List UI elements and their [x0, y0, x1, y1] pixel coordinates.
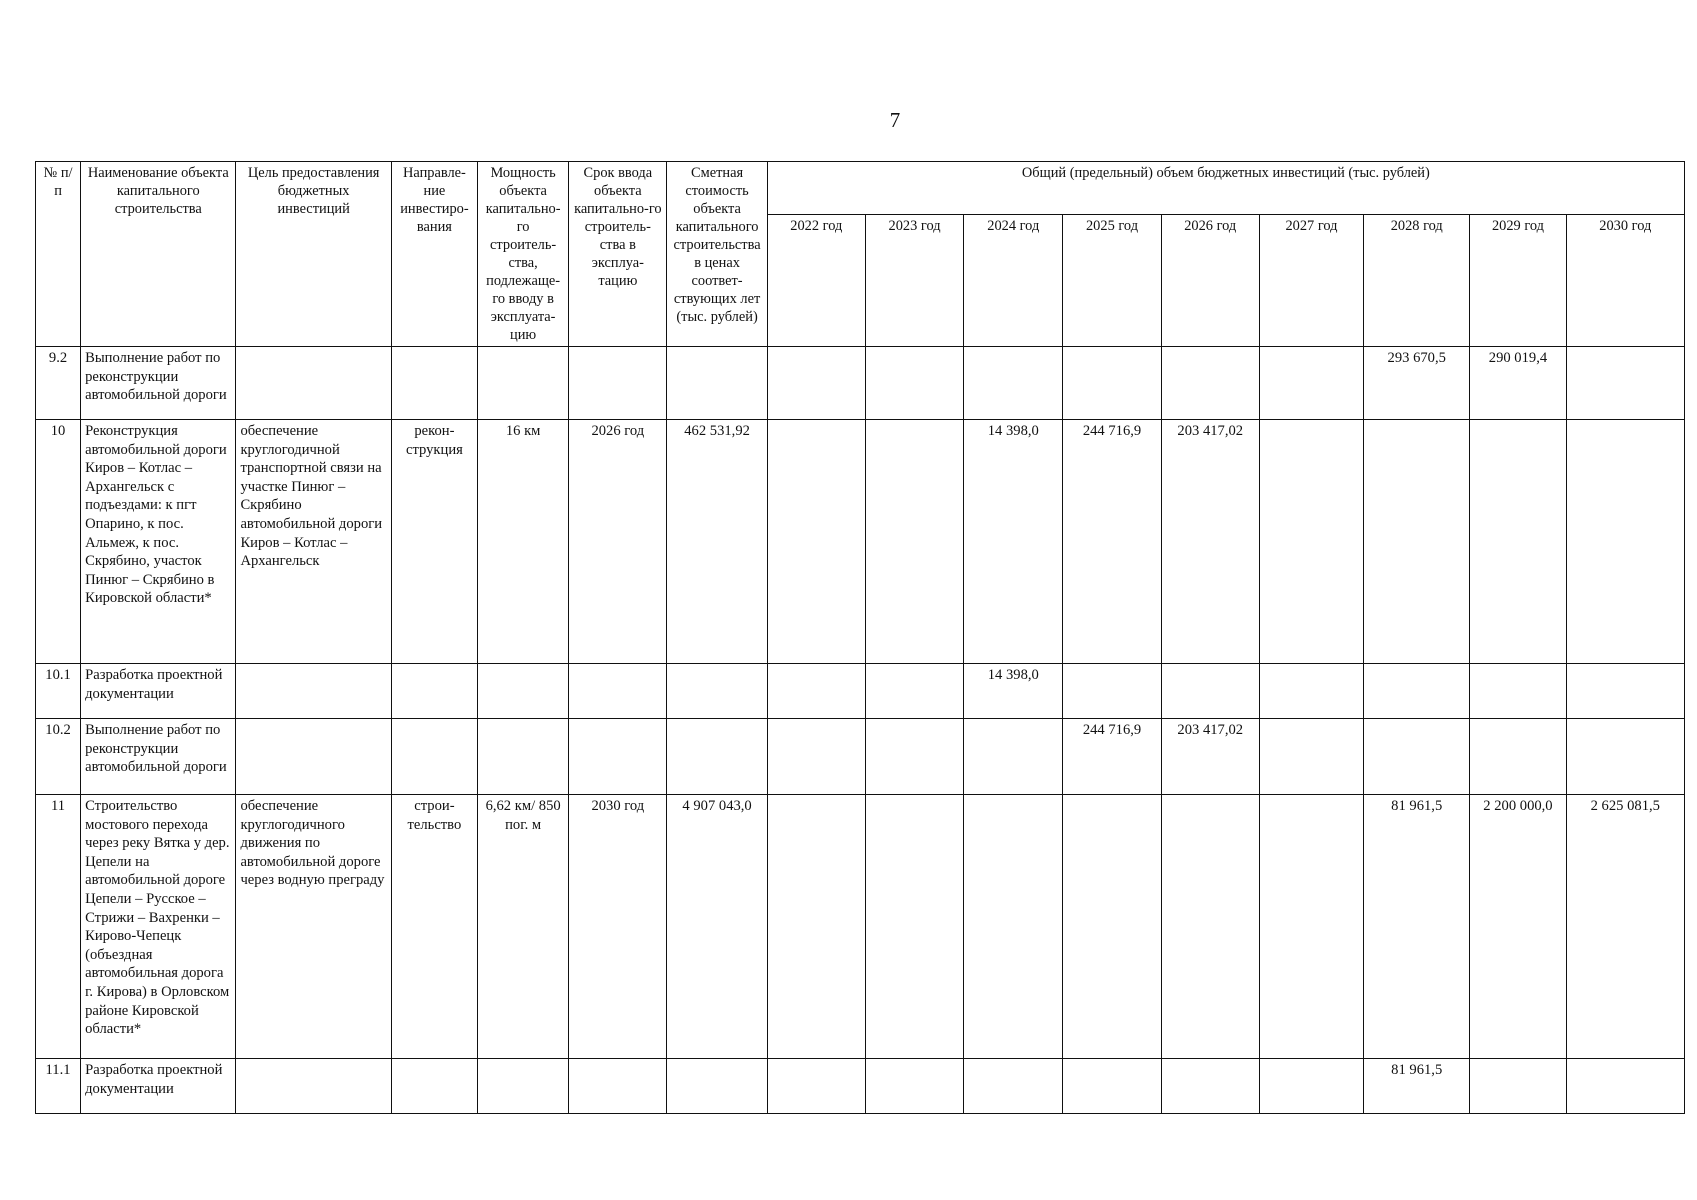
row-term [569, 1059, 667, 1114]
row-cost: 462 531,92 [667, 420, 767, 664]
header-year-2030: 2030 год [1566, 214, 1684, 346]
page-number: 7 [889, 108, 901, 132]
row-name: Выполнение работ по реконструкции автомобильной дороги [81, 719, 236, 795]
row-y2025 [1063, 1059, 1161, 1114]
row-name: Разработка проектной документации [81, 664, 236, 719]
row-y2030 [1566, 719, 1684, 795]
row-y2027 [1259, 1059, 1363, 1114]
row-cost: 4 907 043,0 [667, 795, 767, 1059]
row-y2026 [1161, 795, 1259, 1059]
row-y2023 [865, 664, 963, 719]
row-y2028 [1364, 664, 1470, 719]
row-direction [391, 664, 477, 719]
row-term [569, 719, 667, 795]
row-name: Разработка проектной документации [81, 1059, 236, 1114]
header-year-2028: 2028 год [1364, 214, 1470, 346]
row-y2024: 14 398,0 [964, 420, 1063, 664]
row-y2026 [1161, 664, 1259, 719]
row-y2023 [865, 420, 963, 664]
header-term: Срок ввода объекта капитально-го строитель-ства в эксплуа-тацию [569, 162, 667, 347]
row-y2025: 244 716,9 [1063, 420, 1161, 664]
row-y2027 [1259, 420, 1363, 664]
row-y2030 [1566, 347, 1684, 420]
row-capacity [478, 719, 569, 795]
row-y2022 [767, 664, 865, 719]
header-total-investment: Общий (предельный) объем бюджетных инвестиций (тыс. рублей) [767, 162, 1684, 215]
row-num: 10.2 [36, 719, 81, 795]
row-direction: строи-тельство [391, 795, 477, 1059]
table-row [36, 1059, 1685, 1114]
header-cost: Сметная стоимость объекта капитального строительства в ценах соответ-ствующих лет (тыс. рублей) [667, 162, 767, 347]
header-year-2023: 2023 год [865, 214, 963, 346]
row-y2025: 244 716,9 [1063, 719, 1161, 795]
row-y2023 [865, 1059, 963, 1114]
row-y2029 [1470, 664, 1566, 719]
row-term: 2030 год [569, 795, 667, 1059]
row-y2027 [1259, 347, 1363, 420]
row-y2029 [1470, 719, 1566, 795]
row-y2025 [1063, 795, 1161, 1059]
row-y2028: 81 961,5 [1364, 1059, 1470, 1114]
row-cost [667, 664, 767, 719]
row-y2025 [1063, 347, 1161, 420]
header-year-2026: 2026 год [1161, 214, 1259, 346]
row-direction [391, 719, 477, 795]
table-row [36, 795, 1685, 1059]
row-y2024 [964, 1059, 1063, 1114]
row-y2027 [1259, 664, 1363, 719]
row-y2023 [865, 795, 963, 1059]
row-y2022 [767, 1059, 865, 1114]
row-y2026: 203 417,02 [1161, 719, 1259, 795]
row-num: 10.1 [36, 664, 81, 719]
header-year-2022: 2022 год [767, 214, 865, 346]
table-row [36, 420, 1685, 664]
row-num: 11 [36, 795, 81, 1059]
row-capacity [478, 1059, 569, 1114]
row-cost [667, 1059, 767, 1114]
row-y2029 [1470, 1059, 1566, 1114]
row-y2026 [1161, 347, 1259, 420]
row-capacity [478, 664, 569, 719]
row-y2028 [1364, 420, 1470, 664]
row-goal [236, 664, 391, 719]
row-y2024: 14 398,0 [964, 664, 1063, 719]
row-y2030 [1566, 1059, 1684, 1114]
row-y2022 [767, 719, 865, 795]
row-goal [236, 347, 391, 420]
row-goal: обеспечение круглогодичной транспортной связи на участке Пинюг – Скрябино автомобильной дороги Киров – Котлас – Архангельск [236, 420, 391, 664]
row-y2024 [964, 795, 1063, 1059]
row-y2022 [767, 347, 865, 420]
row-name: Строительство мостового перехода через реку Вятка у дер. Цепели на автомобильной дороге Цепели – Русское – Стрижи – Вахренки – Кирово-Чепецк (объездная автомобильная дорога г. Кирова) в Орловском районе Кировской области* [81, 795, 236, 1059]
row-term: 2026 год [569, 420, 667, 664]
row-y2030: 2 625 081,5 [1566, 795, 1684, 1059]
header-year-2025: 2025 год [1063, 214, 1161, 346]
row-goal: обеспечение круглогодичного движения по автомобильной дороге через водную преграду [236, 795, 391, 1059]
row-y2030 [1566, 664, 1684, 719]
row-cost [667, 719, 767, 795]
row-capacity: 6,62 км/ 850 пог. м [478, 795, 569, 1059]
header-year-2029: 2029 год [1470, 214, 1566, 346]
row-term [569, 664, 667, 719]
header-direction: Направле-ние инвестиро-вания [391, 162, 477, 347]
row-y2029: 2 200 000,0 [1470, 795, 1566, 1059]
row-y2029: 290 019,4 [1470, 347, 1566, 420]
row-goal [236, 1059, 391, 1114]
table-row [36, 664, 1685, 719]
row-num: 9.2 [36, 347, 81, 420]
row-direction [391, 347, 477, 420]
row-y2026: 203 417,02 [1161, 420, 1259, 664]
row-y2022 [767, 420, 865, 664]
header-goal: Цель предоставления бюджетных инвестиций [236, 162, 391, 347]
row-num: 10 [36, 420, 81, 664]
row-y2028: 293 670,5 [1364, 347, 1470, 420]
row-y2023 [865, 347, 963, 420]
row-y2023 [865, 719, 963, 795]
header-row-top [36, 162, 1685, 215]
header-year-2027: 2027 год [1259, 214, 1363, 346]
table-row [36, 719, 1685, 795]
row-goal [236, 719, 391, 795]
row-name: Реконструкция автомобильной дороги Киров – Котлас – Архангельск с подъездами: к пгт Опарино, к пос. Альмеж, к пос. Скрябино, участок Пинюг – Скрябино в Кировской области* [81, 420, 236, 664]
header-year-2024: 2024 год [964, 214, 1063, 346]
row-direction: рекон-струкция [391, 420, 477, 664]
row-y2024 [964, 719, 1063, 795]
row-capacity: 16 км [478, 420, 569, 664]
row-y2027 [1259, 795, 1363, 1059]
row-direction [391, 1059, 477, 1114]
row-cost [667, 347, 767, 420]
table-row [36, 347, 1685, 420]
header-capacity: Мощность объекта капитально-го строитель-ства, подлежаще-го вводу в эксплуата-цию [478, 162, 569, 347]
row-y2028: 81 961,5 [1364, 795, 1470, 1059]
row-y2024 [964, 347, 1063, 420]
row-name: Выполнение работ по реконструкции автомобильной дороги [81, 347, 236, 420]
row-y2029 [1470, 420, 1566, 664]
row-y2027 [1259, 719, 1363, 795]
row-y2026 [1161, 1059, 1259, 1114]
budget-investment-table [35, 161, 1685, 1114]
row-num: 11.1 [36, 1059, 81, 1114]
row-y2025 [1063, 664, 1161, 719]
row-capacity [478, 347, 569, 420]
header-name: Наименование объекта капитального строительства [81, 162, 236, 347]
row-y2028 [1364, 719, 1470, 795]
row-y2030 [1566, 420, 1684, 664]
row-y2022 [767, 795, 865, 1059]
row-term [569, 347, 667, 420]
header-num: № п/п [36, 162, 81, 347]
